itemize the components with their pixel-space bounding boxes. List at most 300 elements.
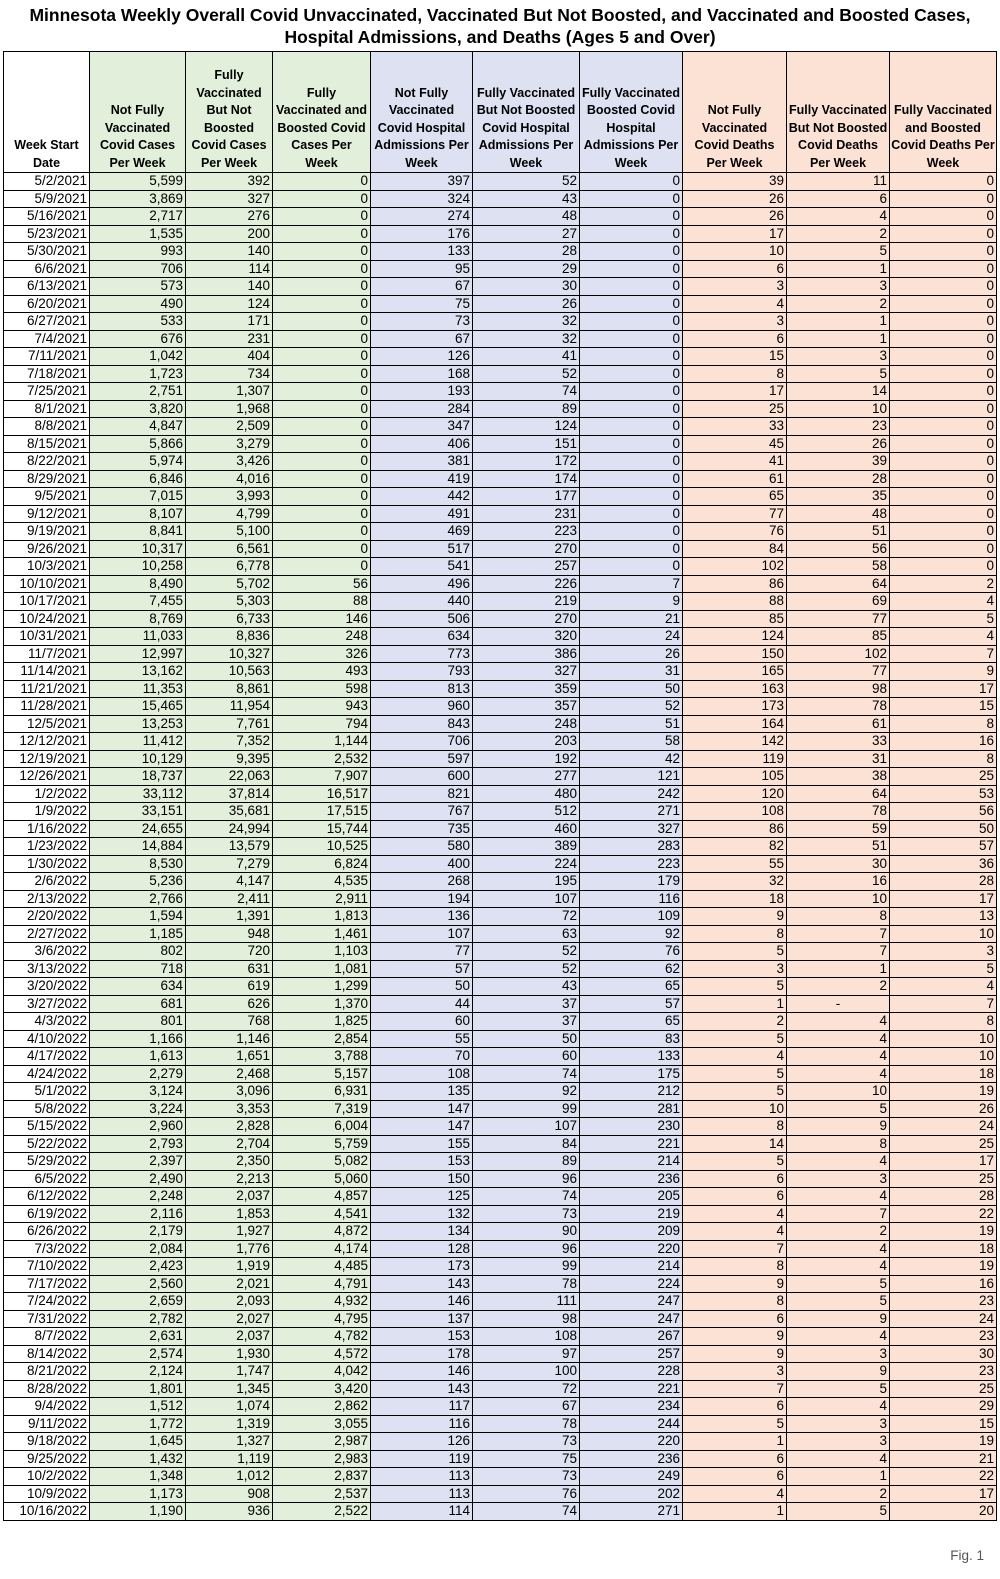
table-row xyxy=(4,1275,997,1293)
table-row xyxy=(4,1468,997,1486)
value-cell: 214 xyxy=(580,1153,683,1171)
value-cell: 32 xyxy=(473,313,580,331)
value-cell: 11 xyxy=(787,173,890,191)
value-cell: 43 xyxy=(473,190,580,208)
value-cell: 600 xyxy=(371,768,473,786)
table-row xyxy=(4,400,997,418)
table-row xyxy=(4,505,997,523)
value-cell: 4,847 xyxy=(90,418,186,436)
table-row xyxy=(4,558,997,576)
value-cell: 84 xyxy=(473,1135,580,1153)
value-cell: 15 xyxy=(890,1415,997,1433)
value-cell: 33,151 xyxy=(90,803,186,821)
value-cell: 400 xyxy=(371,855,473,873)
value-cell: 2,987 xyxy=(273,1433,371,1451)
value-cell: 107 xyxy=(371,925,473,943)
value-cell: 128 xyxy=(371,1240,473,1258)
value-cell: 268 xyxy=(371,873,473,891)
table-row xyxy=(4,1293,997,1311)
value-cell: 0 xyxy=(580,558,683,576)
value-cell: 1 xyxy=(787,313,890,331)
value-cell: 33 xyxy=(787,733,890,751)
value-cell: 120 xyxy=(683,785,787,803)
value-cell: 1,772 xyxy=(90,1415,186,1433)
value-cell: 1,723 xyxy=(90,365,186,383)
value-cell: 73 xyxy=(473,1205,580,1223)
value-cell: 133 xyxy=(580,1048,683,1066)
value-cell: 469 xyxy=(371,523,473,541)
value-cell: 0 xyxy=(580,383,683,401)
value-cell: 793 xyxy=(371,663,473,681)
value-cell: 0 xyxy=(580,330,683,348)
value-cell: 2,423 xyxy=(90,1258,186,1276)
week-start-date-cell: 8/14/2022 xyxy=(4,1345,90,1363)
week-start-date-cell: 8/15/2021 xyxy=(4,435,90,453)
value-cell: 404 xyxy=(186,348,273,366)
value-cell: 17 xyxy=(890,1485,997,1503)
table-row xyxy=(4,1013,997,1031)
value-cell: 51 xyxy=(787,523,890,541)
value-cell: 69 xyxy=(787,593,890,611)
value-cell: 163 xyxy=(683,680,787,698)
table-row xyxy=(4,1398,997,1416)
value-cell: 734 xyxy=(186,365,273,383)
value-cell: 4 xyxy=(787,1240,890,1258)
value-cell: 389 xyxy=(473,838,580,856)
value-cell: 88 xyxy=(683,593,787,611)
value-cell: 281 xyxy=(580,1100,683,1118)
week-start-date-cell: 7/4/2021 xyxy=(4,330,90,348)
value-cell: 15 xyxy=(890,698,997,716)
value-cell: 16 xyxy=(787,873,890,891)
value-cell: 2,350 xyxy=(186,1153,273,1171)
value-cell: 2,093 xyxy=(186,1293,273,1311)
value-cell: 960 xyxy=(371,698,473,716)
week-start-date-cell: 8/8/2021 xyxy=(4,418,90,436)
value-cell: 78 xyxy=(473,1275,580,1293)
table-row xyxy=(4,1223,997,1241)
value-cell: 84 xyxy=(683,540,787,558)
value-cell: 221 xyxy=(580,1135,683,1153)
value-cell: 61 xyxy=(683,470,787,488)
week-start-date-cell: 8/29/2021 xyxy=(4,470,90,488)
value-cell: 73 xyxy=(473,1433,580,1451)
value-cell: 347 xyxy=(371,418,473,436)
value-cell: 0 xyxy=(580,400,683,418)
value-cell: 267 xyxy=(580,1328,683,1346)
week-start-date-cell: 12/5/2021 xyxy=(4,715,90,733)
value-cell: 2,911 xyxy=(273,890,371,908)
table-row xyxy=(4,1380,997,1398)
value-cell: 0 xyxy=(273,225,371,243)
value-cell: 165 xyxy=(683,663,787,681)
value-cell: 9 xyxy=(683,908,787,926)
value-cell: 5 xyxy=(787,1275,890,1293)
week-start-date-cell: 7/31/2022 xyxy=(4,1310,90,1328)
value-cell: 773 xyxy=(371,645,473,663)
value-cell: 247 xyxy=(580,1293,683,1311)
value-cell: 18 xyxy=(683,890,787,908)
value-cell: 7,352 xyxy=(186,733,273,751)
value-cell: 2,717 xyxy=(90,208,186,226)
value-cell: 203 xyxy=(473,733,580,751)
value-cell: 580 xyxy=(371,838,473,856)
value-cell: 26 xyxy=(683,208,787,226)
value-cell: 5 xyxy=(890,610,997,628)
week-start-date-cell: 6/26/2022 xyxy=(4,1223,90,1241)
value-cell: 11,353 xyxy=(90,680,186,698)
header-boosted-deaths: Fully Vaccinated and Boosted Covid Deaths Per Week xyxy=(890,52,997,173)
value-cell: 2,124 xyxy=(90,1363,186,1381)
table-row xyxy=(4,1450,997,1468)
header-boosted-hospital: Fully Vaccinated Boosted Covid Hospital Admissions Per Week xyxy=(580,52,683,173)
value-cell: 57 xyxy=(580,995,683,1013)
value-cell: 573 xyxy=(90,278,186,296)
value-cell: 634 xyxy=(371,628,473,646)
value-cell: 25 xyxy=(890,1170,997,1188)
value-cell: 52 xyxy=(473,943,580,961)
value-cell: 16,517 xyxy=(273,785,371,803)
value-cell: 9 xyxy=(890,663,997,681)
value-cell: 42 xyxy=(580,750,683,768)
value-cell: 0 xyxy=(580,208,683,226)
value-cell: 5 xyxy=(683,943,787,961)
value-cell: 25 xyxy=(890,1135,997,1153)
week-start-date-cell: 6/19/2022 xyxy=(4,1205,90,1223)
value-cell: 908 xyxy=(186,1485,273,1503)
value-cell: 0 xyxy=(890,505,997,523)
value-cell: 1 xyxy=(787,960,890,978)
week-start-date-cell: 5/15/2022 xyxy=(4,1118,90,1136)
value-cell: 0 xyxy=(580,365,683,383)
value-cell: 231 xyxy=(473,505,580,523)
value-cell: - xyxy=(787,995,890,1013)
table-row xyxy=(4,523,997,541)
value-cell: 9 xyxy=(787,1363,890,1381)
value-cell: 28 xyxy=(787,470,890,488)
value-cell: 4 xyxy=(787,1153,890,1171)
value-cell: 29 xyxy=(473,260,580,278)
value-cell: 155 xyxy=(371,1135,473,1153)
covid-data-table xyxy=(3,51,997,1521)
value-cell: 23 xyxy=(890,1363,997,1381)
value-cell: 17 xyxy=(890,680,997,698)
value-cell: 491 xyxy=(371,505,473,523)
table-row xyxy=(4,1118,997,1136)
value-cell: 0 xyxy=(273,278,371,296)
header-boosted-cases: Fully Vaccinated and Boosted Covid Cases Per Week xyxy=(273,52,371,173)
value-cell: 236 xyxy=(580,1170,683,1188)
value-cell: 3 xyxy=(787,1170,890,1188)
table-row xyxy=(4,365,997,383)
value-cell: 7 xyxy=(580,575,683,593)
week-start-date-cell: 12/19/2021 xyxy=(4,750,90,768)
value-cell: 2,751 xyxy=(90,383,186,401)
value-cell: 36 xyxy=(890,855,997,873)
value-cell: 14 xyxy=(787,383,890,401)
value-cell: 1,813 xyxy=(273,908,371,926)
value-cell: 0 xyxy=(890,400,997,418)
table-body xyxy=(4,173,997,1521)
value-cell: 234 xyxy=(580,1398,683,1416)
value-cell: 76 xyxy=(580,943,683,961)
value-cell: 9 xyxy=(580,593,683,611)
value-cell: 2 xyxy=(787,1223,890,1241)
value-cell: 8 xyxy=(683,1293,787,1311)
value-cell: 200 xyxy=(186,225,273,243)
value-cell: 3,820 xyxy=(90,400,186,418)
value-cell: 626 xyxy=(186,995,273,1013)
value-cell: 0 xyxy=(580,260,683,278)
value-cell: 257 xyxy=(580,1345,683,1363)
value-cell: 52 xyxy=(473,173,580,191)
value-cell: 1 xyxy=(787,330,890,348)
value-cell: 533 xyxy=(90,313,186,331)
value-cell: 70 xyxy=(371,1048,473,1066)
value-cell: 397 xyxy=(371,173,473,191)
value-cell: 230 xyxy=(580,1118,683,1136)
value-cell: 224 xyxy=(473,855,580,873)
value-cell: 32 xyxy=(473,330,580,348)
week-start-date-cell: 2/27/2022 xyxy=(4,925,90,943)
value-cell: 21 xyxy=(580,610,683,628)
value-cell: 26 xyxy=(473,295,580,313)
week-start-date-cell: 10/10/2021 xyxy=(4,575,90,593)
value-cell: 0 xyxy=(580,295,683,313)
value-cell: 55 xyxy=(683,855,787,873)
week-start-date-cell: 6/13/2021 xyxy=(4,278,90,296)
value-cell: 1,327 xyxy=(186,1433,273,1451)
value-cell: 32 xyxy=(683,873,787,891)
value-cell: 9 xyxy=(683,1345,787,1363)
week-start-date-cell: 12/26/2021 xyxy=(4,768,90,786)
value-cell: 2,179 xyxy=(90,1223,186,1241)
week-start-date-cell: 4/24/2022 xyxy=(4,1065,90,1083)
page-title: Minnesota Weekly Overall Covid Unvaccinated, Vaccinated But Not Boosted, and Vaccinated and Boosted Cases, Hospital Admissions, and Deaths (Ages 5 and Over) xyxy=(29,5,971,47)
value-cell: 1,432 xyxy=(90,1450,186,1468)
value-cell: 274 xyxy=(371,208,473,226)
value-cell: 1,345 xyxy=(186,1380,273,1398)
value-cell: 29 xyxy=(890,1398,997,1416)
value-cell: 2,411 xyxy=(186,890,273,908)
value-cell: 460 xyxy=(473,820,580,838)
table-row xyxy=(4,715,997,733)
value-cell: 0 xyxy=(273,523,371,541)
week-start-date-cell: 1/16/2022 xyxy=(4,820,90,838)
value-cell: 5,060 xyxy=(273,1170,371,1188)
value-cell: 0 xyxy=(890,225,997,243)
value-cell: 26 xyxy=(890,1100,997,1118)
value-cell: 90 xyxy=(473,1223,580,1241)
value-cell: 1,370 xyxy=(273,995,371,1013)
table-row xyxy=(4,1363,997,1381)
value-cell: 89 xyxy=(473,400,580,418)
value-cell: 22,063 xyxy=(186,768,273,786)
table-row xyxy=(4,785,997,803)
value-cell: 406 xyxy=(371,435,473,453)
value-cell: 2,021 xyxy=(186,1275,273,1293)
week-start-date-cell: 5/8/2022 xyxy=(4,1100,90,1118)
value-cell: 146 xyxy=(273,610,371,628)
value-cell: 78 xyxy=(787,803,890,821)
value-cell: 597 xyxy=(371,750,473,768)
week-start-date-cell: 11/14/2021 xyxy=(4,663,90,681)
value-cell: 205 xyxy=(580,1188,683,1206)
value-cell: 60 xyxy=(371,1013,473,1031)
value-cell: 136 xyxy=(371,908,473,926)
week-start-date-cell: 9/25/2022 xyxy=(4,1450,90,1468)
week-start-date-cell: 7/25/2021 xyxy=(4,383,90,401)
table-row xyxy=(4,1083,997,1101)
value-cell: 96 xyxy=(473,1170,580,1188)
value-cell: 121 xyxy=(580,768,683,786)
week-start-date-cell: 10/24/2021 xyxy=(4,610,90,628)
value-cell: 171 xyxy=(186,313,273,331)
value-cell: 10 xyxy=(890,1030,997,1048)
value-cell: 1,968 xyxy=(186,400,273,418)
value-cell: 706 xyxy=(371,733,473,751)
week-start-date-cell: 7/17/2022 xyxy=(4,1275,90,1293)
value-cell: 2,862 xyxy=(273,1398,371,1416)
value-cell: 151 xyxy=(473,435,580,453)
table-row xyxy=(4,330,997,348)
value-cell: 102 xyxy=(683,558,787,576)
value-cell: 3,420 xyxy=(273,1380,371,1398)
value-cell: 7,015 xyxy=(90,488,186,506)
value-cell: 0 xyxy=(890,330,997,348)
table-row xyxy=(4,1240,997,1258)
value-cell: 15 xyxy=(683,348,787,366)
value-cell: 4 xyxy=(683,295,787,313)
value-cell: 56 xyxy=(787,540,890,558)
value-cell: 794 xyxy=(273,715,371,733)
value-cell: 0 xyxy=(890,243,997,261)
value-cell: 111 xyxy=(473,1293,580,1311)
value-cell: 1,042 xyxy=(90,348,186,366)
value-cell: 17 xyxy=(683,383,787,401)
value-cell: 67 xyxy=(371,278,473,296)
value-cell: 2,490 xyxy=(90,1170,186,1188)
value-cell: 61 xyxy=(787,715,890,733)
value-cell: 52 xyxy=(473,365,580,383)
value-cell: 168 xyxy=(371,365,473,383)
value-cell: 30 xyxy=(890,1345,997,1363)
week-start-date-cell: 5/16/2021 xyxy=(4,208,90,226)
value-cell: 25 xyxy=(890,1380,997,1398)
week-start-date-cell: 9/5/2021 xyxy=(4,488,90,506)
value-cell: 78 xyxy=(787,698,890,716)
value-cell: 3 xyxy=(787,1415,890,1433)
value-cell: 2,397 xyxy=(90,1153,186,1171)
value-cell: 223 xyxy=(473,523,580,541)
value-cell: 6,824 xyxy=(273,855,371,873)
value-cell: 8,530 xyxy=(90,855,186,873)
value-cell: 480 xyxy=(473,785,580,803)
table-row xyxy=(4,908,997,926)
value-cell: 5 xyxy=(683,978,787,996)
week-start-date-cell: 7/24/2022 xyxy=(4,1293,90,1311)
value-cell: 327 xyxy=(580,820,683,838)
value-cell: 119 xyxy=(371,1450,473,1468)
value-cell: 13,162 xyxy=(90,663,186,681)
value-cell: 56 xyxy=(273,575,371,593)
value-cell: 174 xyxy=(473,470,580,488)
value-cell: 202 xyxy=(580,1485,683,1503)
value-cell: 7 xyxy=(787,925,890,943)
value-cell: 4 xyxy=(890,628,997,646)
value-cell: 126 xyxy=(371,348,473,366)
week-start-date-cell: 10/17/2021 xyxy=(4,593,90,611)
value-cell: 74 xyxy=(473,1188,580,1206)
value-cell: 1,776 xyxy=(186,1240,273,1258)
value-cell: 39 xyxy=(787,453,890,471)
week-start-date-cell: 6/12/2022 xyxy=(4,1188,90,1206)
table-row xyxy=(4,1310,997,1328)
week-start-date-cell: 8/7/2022 xyxy=(4,1328,90,1346)
value-cell: 175 xyxy=(580,1065,683,1083)
table-row xyxy=(4,663,997,681)
value-cell: 89 xyxy=(473,1153,580,1171)
value-cell: 57 xyxy=(371,960,473,978)
header-vax-not-boosted-hospital: Fully Vaccinated But Not Boosted Covid Hospital Admissions Per Week xyxy=(473,52,580,173)
table-row xyxy=(4,1153,997,1171)
value-cell: 392 xyxy=(186,173,273,191)
value-cell: 113 xyxy=(371,1485,473,1503)
value-cell: 0 xyxy=(890,313,997,331)
value-cell: 3,993 xyxy=(186,488,273,506)
value-cell: 1,185 xyxy=(90,925,186,943)
value-cell: 936 xyxy=(186,1503,273,1521)
table-row xyxy=(4,733,997,751)
value-cell: 56 xyxy=(890,803,997,821)
value-cell: 993 xyxy=(90,243,186,261)
value-cell: 119 xyxy=(683,750,787,768)
value-cell: 0 xyxy=(580,540,683,558)
value-cell: 10 xyxy=(787,400,890,418)
value-cell: 8,861 xyxy=(186,680,273,698)
value-cell: 41 xyxy=(683,453,787,471)
week-start-date-cell: 1/23/2022 xyxy=(4,838,90,856)
table-row xyxy=(4,1100,997,1118)
value-cell: 631 xyxy=(186,960,273,978)
value-cell: 17,515 xyxy=(273,803,371,821)
value-cell: 7 xyxy=(787,1205,890,1223)
value-cell: 948 xyxy=(186,925,273,943)
value-cell: 7 xyxy=(787,943,890,961)
value-cell: 132 xyxy=(371,1205,473,1223)
value-cell: 48 xyxy=(473,208,580,226)
value-cell: 25 xyxy=(890,768,997,786)
value-cell: 1,144 xyxy=(273,733,371,751)
table-row xyxy=(4,1328,997,1346)
value-cell: 0 xyxy=(273,173,371,191)
value-cell: 19 xyxy=(890,1433,997,1451)
value-cell: 0 xyxy=(273,400,371,418)
value-cell: 3,124 xyxy=(90,1083,186,1101)
value-cell: 51 xyxy=(787,838,890,856)
table-row xyxy=(4,348,997,366)
week-start-date-cell: 8/22/2021 xyxy=(4,453,90,471)
value-cell: 2,560 xyxy=(90,1275,186,1293)
value-cell: 172 xyxy=(473,453,580,471)
value-cell: 496 xyxy=(371,575,473,593)
table-row xyxy=(4,1170,997,1188)
value-cell: 5,082 xyxy=(273,1153,371,1171)
value-cell: 22 xyxy=(890,1468,997,1486)
value-cell: 1,074 xyxy=(186,1398,273,1416)
value-cell: 67 xyxy=(371,330,473,348)
value-cell: 5 xyxy=(787,365,890,383)
